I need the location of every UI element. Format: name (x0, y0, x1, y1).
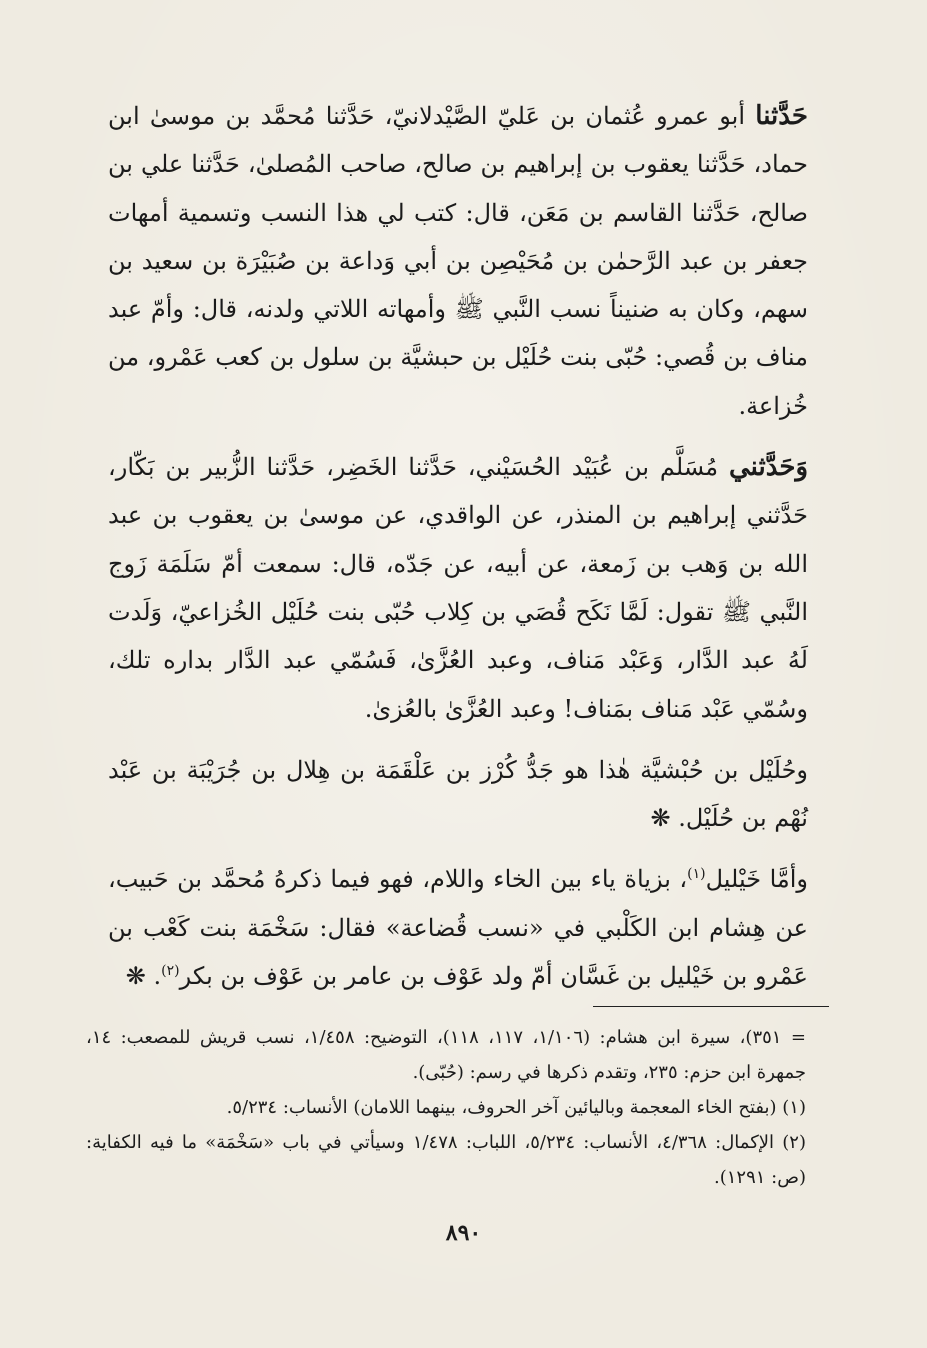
paragraph-text: أبو عمرو عُثمان بن عَليّ الصَّيْدلانيّ، حَدَّثنا مُحمَّد بن موسىٰ ابن حماد، حَدَّثنا يعقوب بن إبراهيم بن صالح، صاحب المُصلىٰ، حَدَّثنا علي بن صالح، حَدَّثنا القاسم بن مَعَن، قال: كتب لي هذا النسب وتسمية أمهات جعفر بن عبد الرَّحمٰن بن مُحَيْصِن بن أبي وَداعة بن صُبَيْرَة بن سعيد بن سهم، وكان به ضنيناً نسب النَّبي ﷺ وأمهاته اللاتي ولدنه، قال: وأمّ عبد مناف بن قُصي: حُبّى بنت حُلَيْل بن حبشيَّة بن سلول بن كعب عَمْرو، من خُزاعة. (108, 102, 808, 420)
paragraph-2 (108, 443, 808, 733)
paragraph-1 (108, 92, 808, 430)
footnote-divider (593, 1006, 829, 1007)
paragraph-lead: حَدَّثنا (755, 101, 808, 131)
paragraph-text: وحُلَيْل بن حُبْشيَّة هٰذا هو جَدُّ كُرْز بن عَلْقَمَة بن هِلال بن جُرَيْبَة بن عَبْد نُهْم بن حُلَيْل. ❋ (108, 755, 808, 833)
footnote-ref-2[interactable]: (٢) (161, 963, 180, 980)
paragraph-4 (108, 855, 808, 1000)
main-text (108, 92, 808, 1013)
footnote-continued: = ٣٥١)، سيرة ابن هشام: (١/١٠٦، ١١٧، ١١٨)، التوضيح: ١/٤٥٨، نسب قريش للمصعب: ١٤، جمهرة ابن حزم: ٢٣٥، وتقدم ذكرها في رسم: (حُبّى). (86, 1027, 806, 1083)
footnote-2: (٢) الإكمال: ٤/٣٦٨، الأنساب: ٥/٢٣٤، اللباب: ١/٤٧٨ وسيأتي في باب «سَخْمَة» ما فيه الكفاية: (ص: ١٢٩١). (86, 1132, 806, 1188)
paragraph-lead: وَحَدَّثني (728, 452, 808, 483)
page-number: ٨٩٠ (445, 1220, 482, 1246)
footnotes (86, 1020, 806, 1195)
footnote-1: (١) (بفتح الخاء المعجمة وباليائين آخر الحروف، بينهما اللامان) الأنساب: ٥/٢٣٤. (226, 1097, 806, 1118)
paragraph-text: . ❋ (125, 962, 162, 991)
paragraph-text: مُسَلَّم بن عُبَيْد الحُسَيْني، حَدَّثنا الخَضِر، حَدَّثنا الزُّبير بن بَكّار، حَدَّثني إبراهيم بن المنذر، عن الواقدي، عن موسىٰ بن يعقوب بن عبد الله بن وَهب بن زَمعة، عن أبيه، عن جَدّه، قال: سمعت أمّ سَلَمَة زَوج النَّبي ﷺ تقول: لَمَّا نَكَح قُصَي بن كِلاب حُبّى بنت حُلَيْل الخُزاعيّ، وَلَدت لَهُ عبد الدَّار، وَعَبْد مَناف، وعبد العُزَّىٰ، فَسُمّي عبد الدَّار بداره تلك، وسُمّي عَبْد مَناف بمَناف! وعبد العُزَّىٰ بالعُزىٰ. (108, 453, 808, 723)
paragraph-3 (108, 746, 808, 843)
paragraph-text: وأمَّا خَيْليل (705, 865, 808, 894)
footnote-ref-1[interactable]: (١) (687, 866, 706, 883)
paragraph-text: ، بزياة ياء بين الخاء واللام، فهو فيما ذكرهُ مُحمَّد بن حَبيب، عن هِشام ابن الكَلْبي في «نسب قُضاعة» فقال: سَخْمَة بنت كَعْب بن عَمْرو بن خَيْليل بن غَسَّان أمّ ولد عَوْف بن عامر بن عَوْف بن بكر (108, 865, 808, 991)
